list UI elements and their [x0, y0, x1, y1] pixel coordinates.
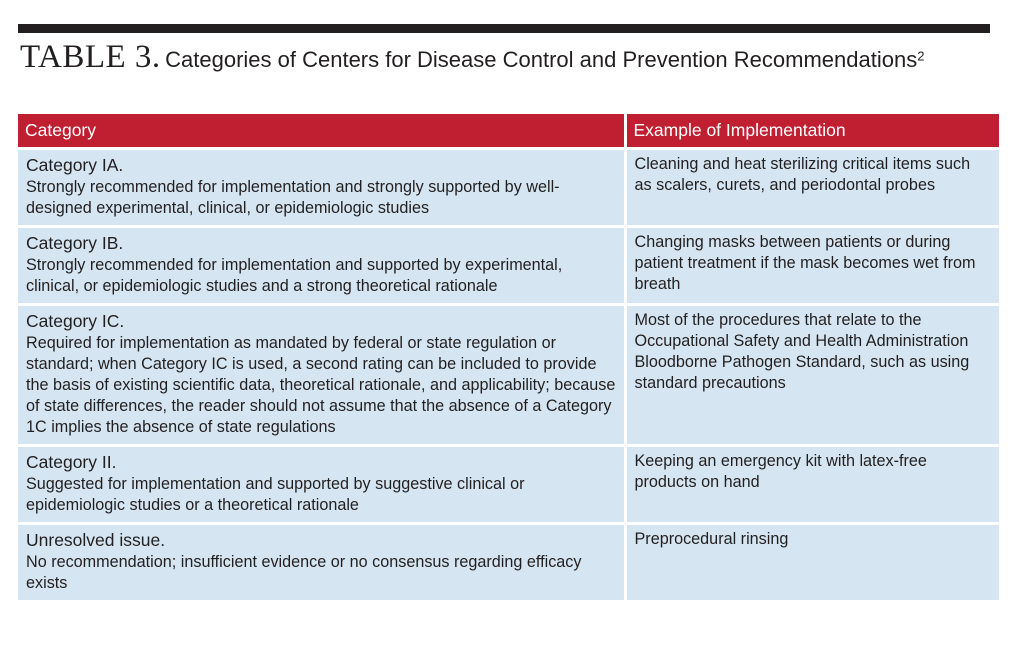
example-cell	[625, 305, 999, 446]
table-header-row	[18, 114, 999, 149]
example-cell	[625, 149, 999, 227]
categories-table	[18, 114, 999, 600]
category-cell	[18, 149, 625, 227]
table-number: TABLE 3.	[20, 39, 161, 75]
table-row	[18, 149, 999, 227]
implementation-example: Changing masks between patients or during patient treatment if the mask becomes wet from breath	[634, 233, 976, 293]
category-name: Category IB.	[26, 233, 124, 253]
category-name: Category IC.	[26, 311, 125, 331]
example-cell	[625, 524, 999, 601]
table-row	[18, 524, 999, 601]
example-cell	[625, 446, 999, 524]
header-category: Category	[18, 114, 625, 149]
table-row	[18, 446, 999, 524]
category-cell	[18, 227, 625, 305]
header-example: Example of Implementation	[625, 114, 999, 149]
category-cell	[18, 524, 625, 601]
table-row	[18, 305, 999, 446]
category-description: Strongly recommended for implementation and strongly supported by well-designed experimental, clinical, or epidemiologic studies	[26, 178, 560, 217]
category-description: Strongly recommended for implementation and supported by experimental, clinical, or epidemiologic studies and a strong theoretical rationale	[26, 256, 563, 295]
table-title-text: Categories of Centers for Disease Control and Prevention Recommendations	[165, 47, 918, 72]
category-cell	[18, 446, 625, 524]
category-description: No recommendation; insufficient evidence or no consensus regarding efficacy exists	[26, 553, 582, 592]
top-rule	[18, 24, 990, 33]
table-title	[20, 39, 990, 78]
category-cell	[18, 305, 625, 446]
example-cell	[625, 227, 999, 305]
table-row	[18, 227, 999, 305]
category-name: Unresolved issue.	[26, 530, 166, 550]
citation-superscript: 2	[917, 48, 925, 64]
recommendation-table	[18, 114, 999, 600]
implementation-example: Keeping an emergency kit with latex-free products on hand	[634, 452, 927, 491]
implementation-example: Preprocedural rinsing	[634, 530, 789, 548]
category-name: Category II.	[26, 452, 117, 472]
category-name: Category IA.	[26, 155, 124, 175]
category-description: Required for implementation as mandated by federal or state regulation or standard; when Category IC is used, a second rating can be included to provide the basis of existing scientific data, theoretical rationale, and applicability; because of state differences, the reader should not assume that the absence of a Category 1C implies the absence of state regulations	[26, 334, 616, 436]
implementation-example: Cleaning and heat sterilizing critical items such as scalers, curets, and periodontal probes	[634, 155, 971, 194]
implementation-example: Most of the procedures that relate to the Occupational Safety and Health Administration Bloodborne Pathogen Standard, such as using standard precautions	[634, 311, 970, 392]
category-description: Suggested for implementation and supported by suggestive clinical or epidemiologic studies or a theoretical rationale	[26, 475, 525, 514]
